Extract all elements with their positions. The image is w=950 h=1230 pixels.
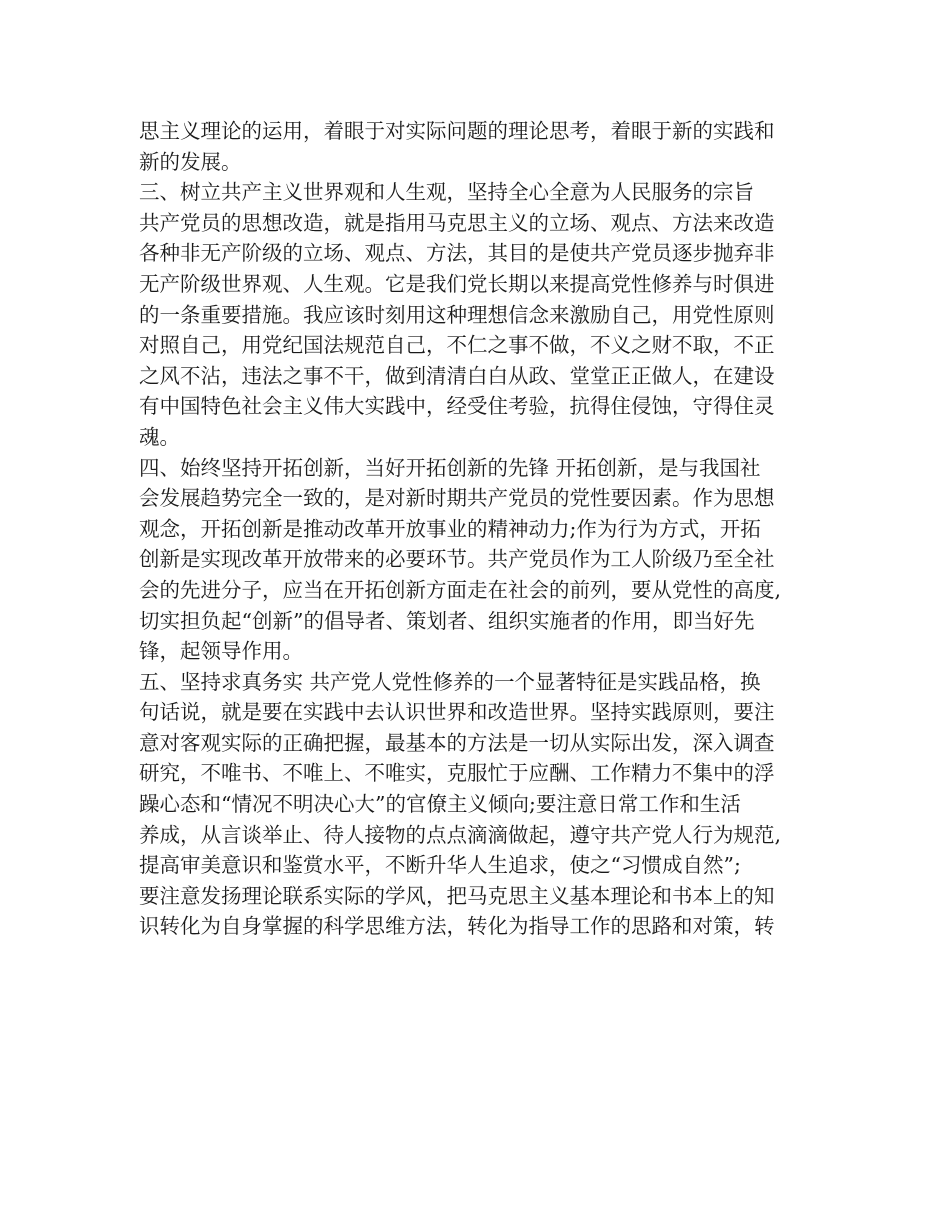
text-line: 句话说，就是要在实践中去认识世界和改造世界。坚持实践原则，要注 (139, 700, 775, 725)
text-line: 识转化为自身掌握的科学思维方法，转化为指导工作的思路和对策，转 (139, 914, 775, 939)
text-line: 的一条重要措施。我应该时刻用这种理想信念来激励自己，用党性原则 (139, 302, 775, 327)
section-heading-line: 五、坚持求真务实 共产党人党性修养的一个显著特征是实践品格，换 (139, 669, 761, 694)
text-line: 各种非无产阶级的立场、观点、方法，其目的是使共产党员逐步抛弃非 (139, 241, 775, 266)
text-line: 观念，开拓创新是推动改革开放事业的精神动力;作为行为方式，开拓 (139, 516, 761, 541)
text-line: 会的先进分子，应当在开拓创新方面走在社会的前列，要从党性的高度, (139, 577, 782, 602)
text-line: 无产阶级世界观、人生观。它是我们党长期以来提高党性修养与时俱进 (139, 271, 775, 296)
section-heading-line: 四、始终坚持开拓创新，当好开拓创新的先锋 开拓创新，是与我国社 (139, 455, 761, 480)
text-line: 提高审美意识和鉴赏水平，不断升华人生追求，使之“习惯成自然”; (139, 853, 741, 878)
text-line: 锋，起领导作用。 (139, 639, 303, 664)
text-line: 意对客观实际的正确把握，最基本的方法是一切从实际出发，深入调查 (139, 730, 775, 755)
section-heading-line: 三、树立共产主义世界观和人生观，坚持全心全意为人民服务的宗旨 (139, 180, 754, 205)
text-line: 有中国特色社会主义伟大实践中，经受住考验，抗得住侵蚀，守得住灵 (139, 394, 775, 419)
text-line: 研究，不唯书、不唯上、不唯实，克服忙于应酬、工作精力不集中的浮 (139, 761, 775, 786)
text-line: 养成，从言谈举止、待人接物的点点滴滴做起，遵守共产党人行为规范, (139, 822, 782, 847)
text-line: 要注意发扬理论联系实际的学风，把马克思主义基本理论和书本上的知 (139, 883, 775, 908)
document-body-text (139, 116, 819, 942)
text-line: 魂。 (139, 424, 180, 449)
text-line: 切实担负起“创新”的倡导者、策划者、组织实施者的作用，即当好先 (139, 608, 755, 633)
text-line: 思主义理论的运用，着眼于对实际问题的理论思考，着眼于新的实践和 (139, 119, 775, 143)
text-line: 对照自己，用党纪国法规范自己，不仁之事不做，不义之财不取，不正 (139, 333, 775, 358)
text-line: 共产党员的思想改造，就是指用马克思主义的立场、观点、方法来改造 (139, 210, 775, 235)
text-line: 会发展趋势完全一致的，是对新时期共产党员的党性要因素。作为思想 (139, 486, 775, 511)
text-line: 创新是实现改革开放带来的必要环节。共产党员作为工人阶级乃至全社 (139, 547, 775, 572)
text-line: 之风不沾，违法之事不干，做到清清白白从政、堂堂正正做人，在建设 (139, 363, 775, 388)
text-line: 新的发展。 (139, 149, 242, 174)
text-line: 躁心态和“情况不明决心大”的官僚主义倾向;要注意日常工作和生活 (139, 792, 741, 817)
